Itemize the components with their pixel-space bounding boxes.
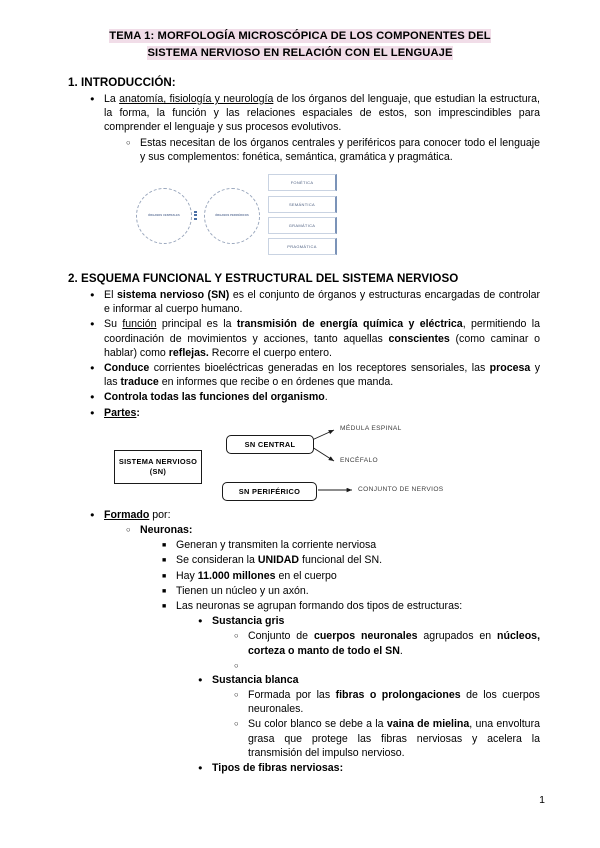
neuronas-sublist [176,538,540,775]
figure-sistema-nervioso [112,424,512,506]
section-2-heading: 2. ESQUEMA FUNCIONAL Y ESTRUCTURAL DEL SISTEMA NERVIOSO [68,272,459,286]
list-item [212,673,540,760]
gris-d1-post: . [399,644,403,657]
funcion-mid2: , permitiendo la coordinación de movimientos y acciones, tanto aquellas [104,318,540,345]
intro-text-pre: La [104,93,120,105]
list-item [104,390,540,404]
section-1-heading: 1. INTRODUCCIÓN: [68,76,176,89]
intro-text-underlined: anatomía, fisiología y neurología [119,93,274,105]
formado-post: por: [149,508,171,521]
bullet-disc-icon [198,761,203,775]
list-item [212,614,540,672]
circle-organos-perifericos: ÓRGANOS PERIFÉRICOS [204,188,260,244]
sustancia-blanca-label: Sustancia blanca [212,673,299,686]
conduce-post: en informes que recibe o en órdenes que manda. [158,376,394,389]
estructuras-list [212,614,540,775]
gris-d1-pre: Conjunto de [248,630,314,643]
intro-sub-text: Estas necesitan de los órganos centrales y periféricos para conocer todo el lenguaje y sus complementos: fonética, semántica, gramática y pragmática. [140,136,540,163]
list-item [104,288,540,316]
circle-organos-centrales: ÓRGANOS CENTRALES [136,188,192,244]
section-3-list [104,508,540,775]
title-line-2: SISTEMA NERVIOSO EN RELACIÓN CON EL LENGUAJE [147,47,453,59]
figure1-box-gramatica: GRAMÁTICA [268,217,337,234]
neurona-item-1-post: funcional del SN. [299,554,383,567]
bullet-square-icon [162,553,166,568]
label-medula-espinal: MÉDULA ESPINAL [340,424,402,432]
neurona-item-1-bold: UNIDAD [257,554,300,567]
bullet-disc-icon [90,361,95,375]
title-line-1: TEMA 1: MORFOLOGÍA MICROSCÓPICA DE LOS COMPONENTES DEL [109,30,491,42]
list-item [104,406,540,420]
neurona-item-2-bold: 11.000 millones [197,569,276,582]
list-item [176,569,540,583]
list-item [248,717,540,760]
list-item [248,688,540,716]
conduce-mid1: corrientes bioeléctricas generadas en los receptores sensoriales, las [149,362,490,375]
controla-post: . [324,391,328,404]
bullet-circle-icon [234,659,239,673]
section-1-list [104,92,540,164]
intro-text-post: de los órganos del lenguaje, que estudian la estructura, la forma, la función y las relaciones espaciales de estos, son imprescindibles para comprender el lenguaje y sus procesos evolutivos. [104,93,540,134]
bullet-disc-icon [198,673,203,687]
figure1-box-fonetica: FONÉTICA [268,174,337,191]
bullet-disc-icon [90,92,95,106]
bullet-circle-icon [234,629,239,643]
box-sn-periferico: SN PERIFÉRICO [222,482,317,501]
funcion-underlined: función [122,318,157,331]
formado-underlined: Formado [104,508,150,521]
funcion-mid1: principal es la [156,318,237,331]
partes-underlined: Partes [104,406,137,419]
neurona-item-1-pre: Se consideran la [176,554,258,567]
sustancia-gris-details [248,629,540,671]
list-item [176,599,540,775]
sn-def-post: es el conjunto de órganos y estructuras encargadas de controlar e informar al cuerpo humano. [104,289,541,316]
box-sn-central: SN CENTRAL [226,435,314,454]
figure-organos-lenguaje [132,172,342,256]
tipos-fibras-label: Tipos de fibras nerviosas: [212,762,344,775]
funcion-pre: Su [104,318,123,331]
blanca-d2-post: , una envoltura grasa que protege las fibras nerviosas y acelera la transmisión del impulso nervioso. [248,718,540,759]
label-conjunto-nervios: CONJUNTO DE NERVIOS [358,485,444,493]
conduce-bold2: procesa [489,362,531,375]
neurona-item-3-pre: Tienen un núcleo y un axón. [176,584,309,597]
list-item [104,361,540,389]
neuronas-label: Neuronas: [140,524,193,537]
funcion-post: Recorre el cuerpo entero. [208,346,332,359]
sustancia-gris-label: Sustancia gris [212,615,285,628]
bullet-disc-icon [90,390,95,404]
list-item [104,508,540,775]
controla-bold: Controla todas las funciones del organismo [104,391,325,404]
section-1-sublist [140,136,540,164]
blanca-d1-bold: fibras o prolongaciones [335,689,461,702]
list-item [140,136,540,164]
figure1-box-semantica: SEMÁNTICA [268,196,337,213]
page-number: 1 [539,794,545,806]
bullet-square-icon [162,599,166,614]
blanca-d2-bold: vaina de mielina [386,718,470,731]
list-item [104,92,540,164]
funcion-bold2: conscientes [388,332,450,345]
bullet-circle-icon [126,523,131,537]
bullet-square-icon [162,584,166,599]
list-item [140,523,540,775]
list-item [176,584,540,598]
blanca-d1-pre: Formada por las [248,689,336,702]
gris-d1-mid: agrupados en [417,630,498,643]
link-icon [194,210,206,221]
bullet-circle-icon [126,136,131,150]
gris-d1-bold1: cuerpos neuronales [313,630,418,643]
list-item [212,761,540,775]
figure1-box-pragmatica: PRAGMÁTICA [268,238,337,255]
list-item [248,629,540,657]
bullet-disc-icon [90,508,95,522]
bullet-disc-icon [198,614,203,628]
list-item [176,538,540,552]
bullet-square-icon [162,538,166,553]
partes-post: : [136,406,140,419]
sn-def-pre: El [104,289,117,302]
formado-sublist [140,523,540,775]
bullet-circle-icon [234,688,239,702]
sn-def-bold: sistema nervioso (SN) [116,289,230,302]
list-item-empty [248,659,540,672]
sustancia-blanca-details [248,688,540,760]
list-item [104,317,540,360]
bullet-disc-icon [90,406,95,420]
document-title [0,0,600,62]
neurona-item-4-pre: Las neuronas se agrupan formando dos tipos de estructuras: [176,600,463,613]
conduce-bold3: traduce [120,376,159,389]
blanca-d2-pre: Su color blanco se debe a la [248,718,387,731]
neurona-item-2-post: en el cuerpo [275,569,337,582]
bullet-disc-icon [90,317,95,331]
blanca-d1-post: de los cuerpos neuronales. [248,689,540,716]
label-encefalo: ENCÉFALO [340,456,378,464]
funcion-mid3: (como caminar o hablar) como [104,332,540,359]
funcion-bold3: reflejas. [168,346,209,359]
box-sistema-nervioso: SISTEMA NERVIOSO (SN) [114,450,202,484]
conduce-bold1: Conduce [104,362,150,375]
bullet-circle-icon [234,717,239,731]
conduce-mid2: y las [104,362,540,389]
gris-d1-bold2: núcleos, corteza o manto de todo el SN [248,630,541,657]
bullet-square-icon [162,569,166,584]
list-item [176,553,540,567]
neurona-item-2-pre: Hay [176,569,198,582]
bullet-disc-icon [90,288,95,302]
funcion-bold1: transmisión de energía química y eléctrica [236,318,463,331]
section-2-list [104,288,540,420]
neurona-item-0-pre: Generan y transmiten la corriente nerviosa [176,539,377,552]
